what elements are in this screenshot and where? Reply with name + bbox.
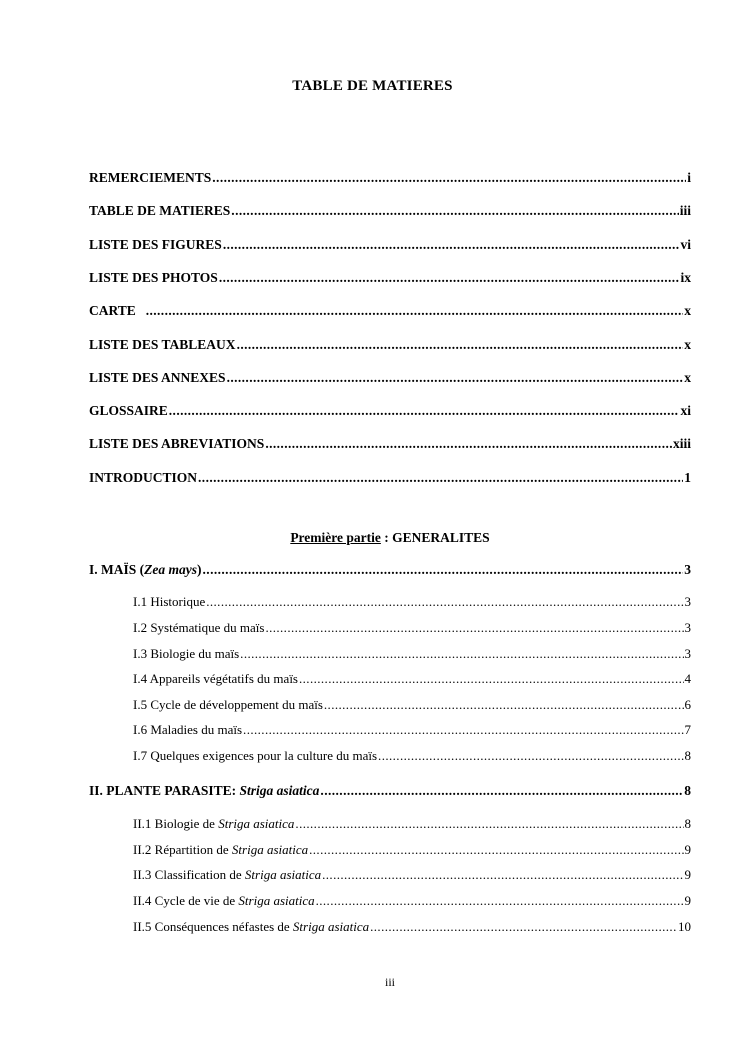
- toc-section[interactable]: [89, 561, 691, 579]
- dot-leader: [265, 619, 683, 637]
- toc-subsection-page: 9: [684, 867, 691, 882]
- toc-subsection-label: I.1 Historique: [133, 594, 206, 609]
- toc-entry-page: vi: [680, 237, 691, 252]
- toc-section[interactable]: [89, 782, 691, 800]
- toc-subsection-label: I.3 Biologie du maïs: [133, 646, 240, 661]
- toc-entry-page: x: [684, 370, 691, 385]
- toc-subsection[interactable]: [133, 918, 691, 936]
- toc-entry-label: LISTE DES TABLEAUX: [89, 337, 236, 352]
- dot-leader: [295, 815, 683, 833]
- toc-subsection-label: I.4 Appareils végétatifs du maïs: [133, 671, 298, 686]
- dot-leader: [322, 866, 683, 884]
- toc-entry[interactable]: [89, 435, 691, 453]
- toc-entry-page: ix: [680, 270, 691, 285]
- toc-entry-label: LISTE DES PHOTOS: [89, 270, 218, 285]
- part-separator: :: [380, 530, 393, 545]
- toc-subsection[interactable]: [133, 645, 691, 663]
- toc-section-page: 3: [684, 562, 691, 577]
- dot-leader: [198, 469, 683, 487]
- toc-entry-page: i: [687, 170, 691, 185]
- dot-leader: [203, 561, 684, 579]
- toc-entry-label: LISTE DES ABREVIATIONS: [89, 436, 265, 451]
- toc-subsection-label: II.4 Cycle de vie de Striga asiatica: [133, 893, 315, 908]
- toc-subsection-label: II.3 Classification de Striga asiatica: [133, 867, 322, 882]
- toc-entry-label: LISTE DES FIGURES: [89, 237, 222, 252]
- toc-subsection-label: II.1 Biologie de Striga asiatica: [133, 816, 295, 831]
- toc-entry-page: xiii: [672, 436, 691, 451]
- page-title: TABLE DE MATIERES: [292, 78, 453, 94]
- dot-leader: [378, 747, 683, 765]
- toc-entry-page: xi: [680, 403, 691, 418]
- toc-subsection[interactable]: [133, 593, 691, 611]
- dot-leader: [324, 696, 684, 714]
- toc-entry-page: x: [684, 303, 691, 318]
- part-heading: [0, 530, 745, 546]
- part-label: Première partie: [290, 530, 381, 545]
- toc-subsection[interactable]: [133, 747, 691, 765]
- toc-subsection[interactable]: [133, 866, 691, 884]
- toc-entry-page: 1: [684, 470, 691, 485]
- toc-entry-label: LISTE DES ANNEXES: [89, 370, 226, 385]
- toc-entry[interactable]: [89, 402, 691, 420]
- toc-subsection[interactable]: [133, 841, 691, 859]
- page-number: iii: [384, 975, 395, 989]
- dot-leader: [212, 169, 686, 187]
- toc-subsection-label: II.2 Répartition de Striga asiatica: [133, 842, 309, 857]
- part-title: GENERALITES: [392, 530, 490, 545]
- toc-subsection[interactable]: [133, 721, 691, 739]
- toc-entry-label: INTRODUCTION: [89, 470, 198, 485]
- dot-leader: [320, 782, 683, 800]
- dot-leader: [309, 841, 683, 859]
- toc-subsection-label: I.6 Maladies du maïs: [133, 722, 243, 737]
- toc-subsection[interactable]: [133, 815, 691, 833]
- toc-subsection-page: 3: [684, 594, 691, 609]
- toc-entry-label: TABLE DE MATIERES: [89, 203, 231, 218]
- dot-leader: [265, 435, 672, 453]
- dot-leader: [370, 918, 677, 936]
- toc-section-page: 8: [684, 783, 691, 798]
- toc-entry-label: GLOSSAIRE: [89, 403, 168, 418]
- toc-subsection-page: 9: [684, 893, 691, 908]
- toc-subsection-page: 7: [684, 722, 691, 737]
- toc-section-label: II. PLANTE PARASITE: Striga asiatica: [89, 783, 320, 798]
- toc-subsection-label: I.7 Quelques exigences pour la culture du maïs: [133, 748, 378, 763]
- toc-subsection-page: 8: [684, 748, 691, 763]
- dot-leader: [316, 892, 684, 910]
- toc-entry[interactable]: [89, 336, 691, 354]
- toc-subsection-page: 4: [684, 671, 691, 686]
- toc-subsection-label: I.2 Systématique du maïs: [133, 620, 265, 635]
- toc-entry[interactable]: [89, 169, 691, 187]
- toc-entry-label: REMERCIEMENTS: [89, 170, 212, 185]
- dot-leader: [146, 302, 684, 320]
- toc-entry-page: x: [684, 337, 691, 352]
- toc-entry[interactable]: [89, 302, 691, 320]
- toc-entry[interactable]: [89, 236, 691, 254]
- dot-leader: [169, 402, 680, 420]
- dot-leader: [206, 593, 683, 611]
- toc-subsection-page: 10: [678, 919, 691, 934]
- dot-leader: [243, 721, 683, 739]
- toc-subsection-page: 6: [684, 697, 691, 712]
- toc-subsection-page: 9: [684, 842, 691, 857]
- toc-subsection[interactable]: [133, 670, 691, 688]
- toc-entry[interactable]: [89, 202, 691, 220]
- dot-leader: [223, 236, 680, 254]
- toc-subsection[interactable]: [133, 892, 691, 910]
- toc-subsection[interactable]: [133, 619, 691, 637]
- toc-subsection-label: I.5 Cycle de développement du maïs: [133, 697, 323, 712]
- dot-leader: [240, 645, 683, 663]
- toc-section-label: I. MAÏS (Zea mays): [89, 562, 202, 577]
- toc-entry-label: CARTE: [89, 303, 136, 318]
- toc-entry[interactable]: [89, 269, 691, 287]
- dot-leader: [237, 336, 684, 354]
- dot-leader: [219, 269, 680, 287]
- dot-leader: [227, 369, 684, 387]
- toc-entry[interactable]: [89, 369, 691, 387]
- toc-subsection-label: II.5 Conséquences néfastes de Striga asiatica: [133, 919, 370, 934]
- toc-subsection-page: 3: [684, 646, 691, 661]
- toc-subsection-page: 8: [684, 816, 691, 831]
- toc-entry-page: iii: [679, 203, 691, 218]
- toc-subsection-page: 3: [684, 620, 691, 635]
- toc-subsection[interactable]: [133, 696, 691, 714]
- toc-entry[interactable]: [89, 469, 691, 487]
- dot-leader: [231, 202, 678, 220]
- dot-leader: [299, 670, 684, 688]
